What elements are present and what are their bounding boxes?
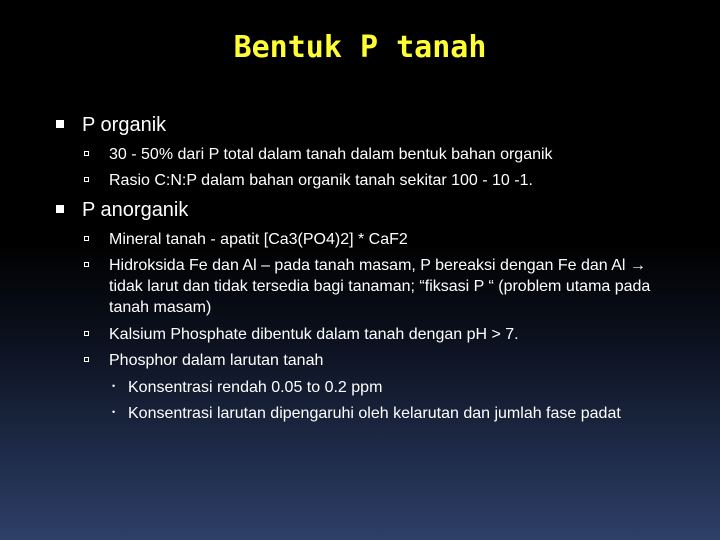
square-outline-bullet-icon (84, 236, 89, 241)
dot-bullet-icon: • (112, 407, 116, 417)
square-bullet-icon (56, 120, 64, 128)
list-item-text: Rasio C:N:P dalam bahan organik tanah sekitar 100 - 10 -1. (109, 172, 533, 189)
bullet-heading: P organik (82, 114, 167, 136)
bullet-heading: P anorganik (82, 199, 189, 221)
square-outline-bullet-icon (84, 177, 89, 182)
square-outline-bullet-icon (84, 331, 89, 336)
square-outline-bullet-icon (84, 262, 89, 267)
slide-title: Bentuk P tanah (233, 30, 487, 65)
sub-list-item-text: Konsentrasi larutan dipengaruhi oleh kelarutan dan jumlah fase padat (128, 405, 621, 422)
sub-list-item-text: Konsentrasi rendah 0.05 to 0.2 ppm (128, 379, 383, 396)
dot-bullet-icon: • (112, 381, 116, 391)
list-item-text: 30 - 50% dari P total dalam tanah dalam bentuk bahan organik (109, 146, 553, 163)
list-item-text: Mineral tanah - apatit [Ca3(PO4)2] * CaF2 (109, 231, 408, 248)
square-bullet-icon (56, 205, 64, 213)
list-item-text: Kalsium Phosphate dibentuk dalam tanah dengan pH > 7. (109, 326, 519, 343)
square-outline-bullet-icon (84, 357, 89, 362)
list-item-text: Hidroksida Fe dan Al – pada tanah masam, P bereaksi dengan Fe dan Al → tidak larut dan tidak tersedia bagi tanaman; “fiksasi P “ (problem utama pada tanah masam) (109, 257, 651, 316)
list-item-text: Phosphor dalam larutan tanah (109, 352, 324, 369)
square-outline-bullet-icon (84, 151, 89, 156)
